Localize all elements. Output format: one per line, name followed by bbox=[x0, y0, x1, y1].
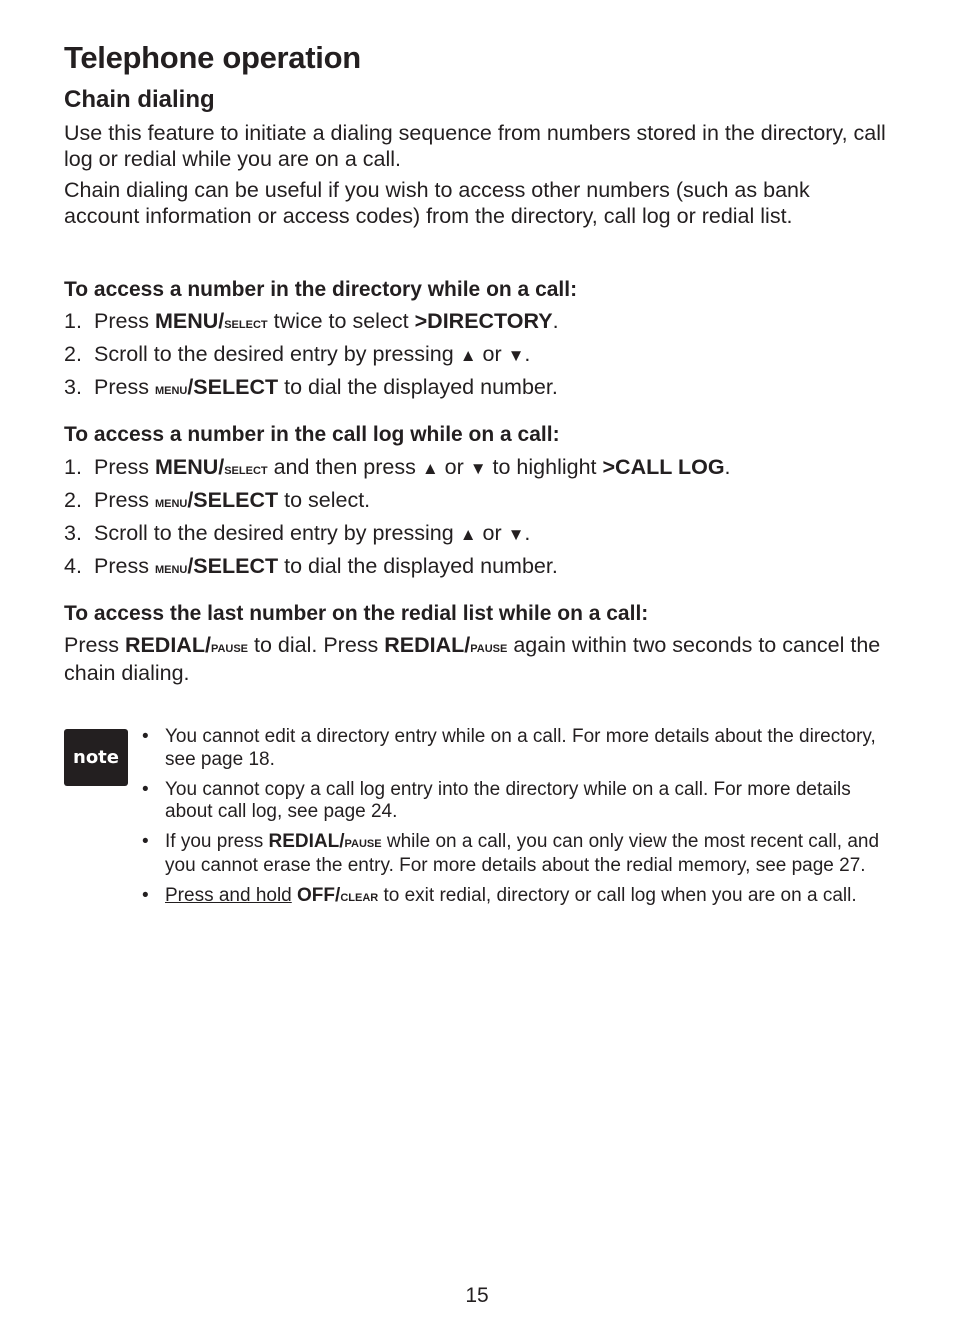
select-key: /SELECT bbox=[187, 488, 279, 512]
step-text bbox=[94, 455, 731, 488]
step-number: 3. bbox=[64, 521, 82, 545]
step-number: 2. bbox=[64, 488, 82, 512]
text: . bbox=[724, 455, 731, 479]
calllog-steps bbox=[64, 455, 890, 587]
step-number: 3. bbox=[64, 375, 82, 399]
section-title: Chain dialing bbox=[64, 86, 215, 113]
step-number: 1. bbox=[64, 455, 82, 479]
pause-key-sc: pause bbox=[210, 639, 249, 656]
up-arrow-icon: ▲ bbox=[459, 525, 477, 544]
text: Press bbox=[64, 633, 125, 657]
intro-paragraph-1: Use this feature to initiate a dialing sequence from numbers stored in the directory, call log or redial while you are on a call. bbox=[64, 121, 886, 171]
off-key: OFF/ bbox=[297, 884, 341, 906]
list-item bbox=[142, 726, 887, 771]
menu-key-sc: menu bbox=[154, 560, 188, 577]
step-text bbox=[94, 309, 559, 342]
clear-key-sc: clear bbox=[340, 887, 379, 905]
list-item bbox=[64, 309, 890, 342]
directory-heading: To access a number in the directory while on a call: bbox=[64, 278, 578, 301]
redial-paragraph bbox=[64, 633, 890, 686]
note-text bbox=[165, 885, 857, 906]
down-arrow-icon: ▼ bbox=[469, 459, 487, 478]
menu-select-key-sc: select bbox=[224, 315, 268, 332]
text: again within two seconds to cancel the chain dialing. bbox=[64, 633, 881, 685]
pause-key-sc: pause bbox=[344, 834, 382, 851]
text: . bbox=[552, 309, 559, 333]
menu-select-key: MENU/ bbox=[154, 455, 225, 479]
note-list bbox=[142, 726, 887, 916]
menu-key-sc: menu bbox=[154, 494, 188, 511]
step-number: 2. bbox=[64, 342, 82, 366]
calllog-target: >CALL LOG bbox=[602, 455, 725, 479]
pause-key-sc: pause bbox=[470, 639, 508, 656]
step-text bbox=[94, 375, 558, 408]
list-item bbox=[64, 342, 890, 375]
step-text bbox=[94, 488, 370, 521]
text: If you press bbox=[165, 831, 269, 852]
text: or bbox=[438, 455, 470, 479]
up-arrow-icon: ▲ bbox=[459, 346, 477, 365]
text: Scroll to the desired entry by pressing bbox=[94, 342, 460, 366]
text: Press bbox=[94, 554, 155, 578]
text: twice to select bbox=[267, 309, 415, 333]
step-number: 1. bbox=[64, 309, 82, 333]
text: Press bbox=[94, 375, 155, 399]
list-item bbox=[64, 375, 890, 408]
redial-key: REDIAL/ bbox=[124, 633, 211, 657]
bullet-icon: • bbox=[142, 884, 149, 906]
list-item bbox=[64, 488, 890, 521]
press-and-hold-link[interactable]: Press and hold bbox=[165, 884, 292, 906]
text: . bbox=[524, 342, 531, 366]
menu-select-key-sc: select bbox=[224, 461, 268, 478]
step-text bbox=[94, 521, 530, 554]
text: or bbox=[476, 342, 508, 366]
menu-key-sc: menu bbox=[154, 381, 188, 398]
intro-paragraph-2: Chain dialing can be useful if you wish to access other numbers (such as bank account information or access codes) from the directory, call log or redial list. bbox=[64, 178, 810, 228]
list-item bbox=[142, 779, 887, 824]
text: Scroll to the desired entry by pressing bbox=[94, 521, 460, 545]
page-number: 15 bbox=[465, 1284, 489, 1307]
bullet-icon: • bbox=[142, 831, 149, 852]
bullet-icon: • bbox=[142, 726, 149, 747]
text: Press bbox=[94, 488, 155, 512]
step-text bbox=[94, 554, 558, 587]
list-item bbox=[64, 554, 890, 587]
text: to exit redial, directory or call log when you are on a call. bbox=[378, 884, 857, 906]
step-number: 4. bbox=[64, 554, 82, 578]
text: to dial the displayed number. bbox=[278, 554, 558, 578]
note-text bbox=[165, 831, 879, 876]
directory-steps bbox=[64, 309, 890, 408]
text: to dial. Press bbox=[248, 633, 385, 657]
select-key: /SELECT bbox=[187, 554, 279, 578]
note-icon: note bbox=[64, 729, 128, 786]
step-text bbox=[94, 342, 530, 375]
directory-target: >DIRECTORY bbox=[414, 309, 553, 333]
text: to dial the displayed number. bbox=[278, 375, 558, 399]
text: Press bbox=[94, 309, 155, 333]
text: to highlight bbox=[486, 455, 603, 479]
down-arrow-icon: ▼ bbox=[507, 525, 525, 544]
redial-heading: To access the last number on the redial list while on a call: bbox=[64, 602, 649, 625]
note-text: You cannot edit a directory entry while on a call. For more details about the directory, see page 18. bbox=[165, 726, 876, 770]
up-arrow-icon: ▲ bbox=[421, 459, 439, 478]
list-item bbox=[64, 455, 890, 488]
redial-key: REDIAL/ bbox=[268, 831, 345, 852]
page-title: Telephone operation bbox=[64, 40, 361, 75]
down-arrow-icon: ▼ bbox=[507, 346, 525, 365]
menu-select-key: MENU/ bbox=[154, 309, 225, 333]
text: or bbox=[476, 521, 508, 545]
list-item bbox=[142, 885, 887, 909]
text: while on a call, you can only view the most recent call, and you cannot erase the entry. For more details about the redial memory, see page 27. bbox=[165, 831, 880, 876]
list-item bbox=[64, 521, 890, 554]
redial-key: REDIAL/ bbox=[384, 633, 471, 657]
text: to select. bbox=[278, 488, 371, 512]
text: and then press bbox=[267, 455, 422, 479]
note-text: You cannot copy a call log entry into the directory while on a call. For more details about call log, see page 24. bbox=[165, 778, 851, 822]
list-item bbox=[142, 831, 887, 877]
text: . bbox=[524, 521, 531, 545]
bullet-icon: • bbox=[142, 778, 149, 800]
select-key: /SELECT bbox=[187, 375, 279, 399]
text: Press bbox=[94, 455, 155, 479]
calllog-heading: To access a number in the call log while on a call: bbox=[64, 423, 560, 446]
